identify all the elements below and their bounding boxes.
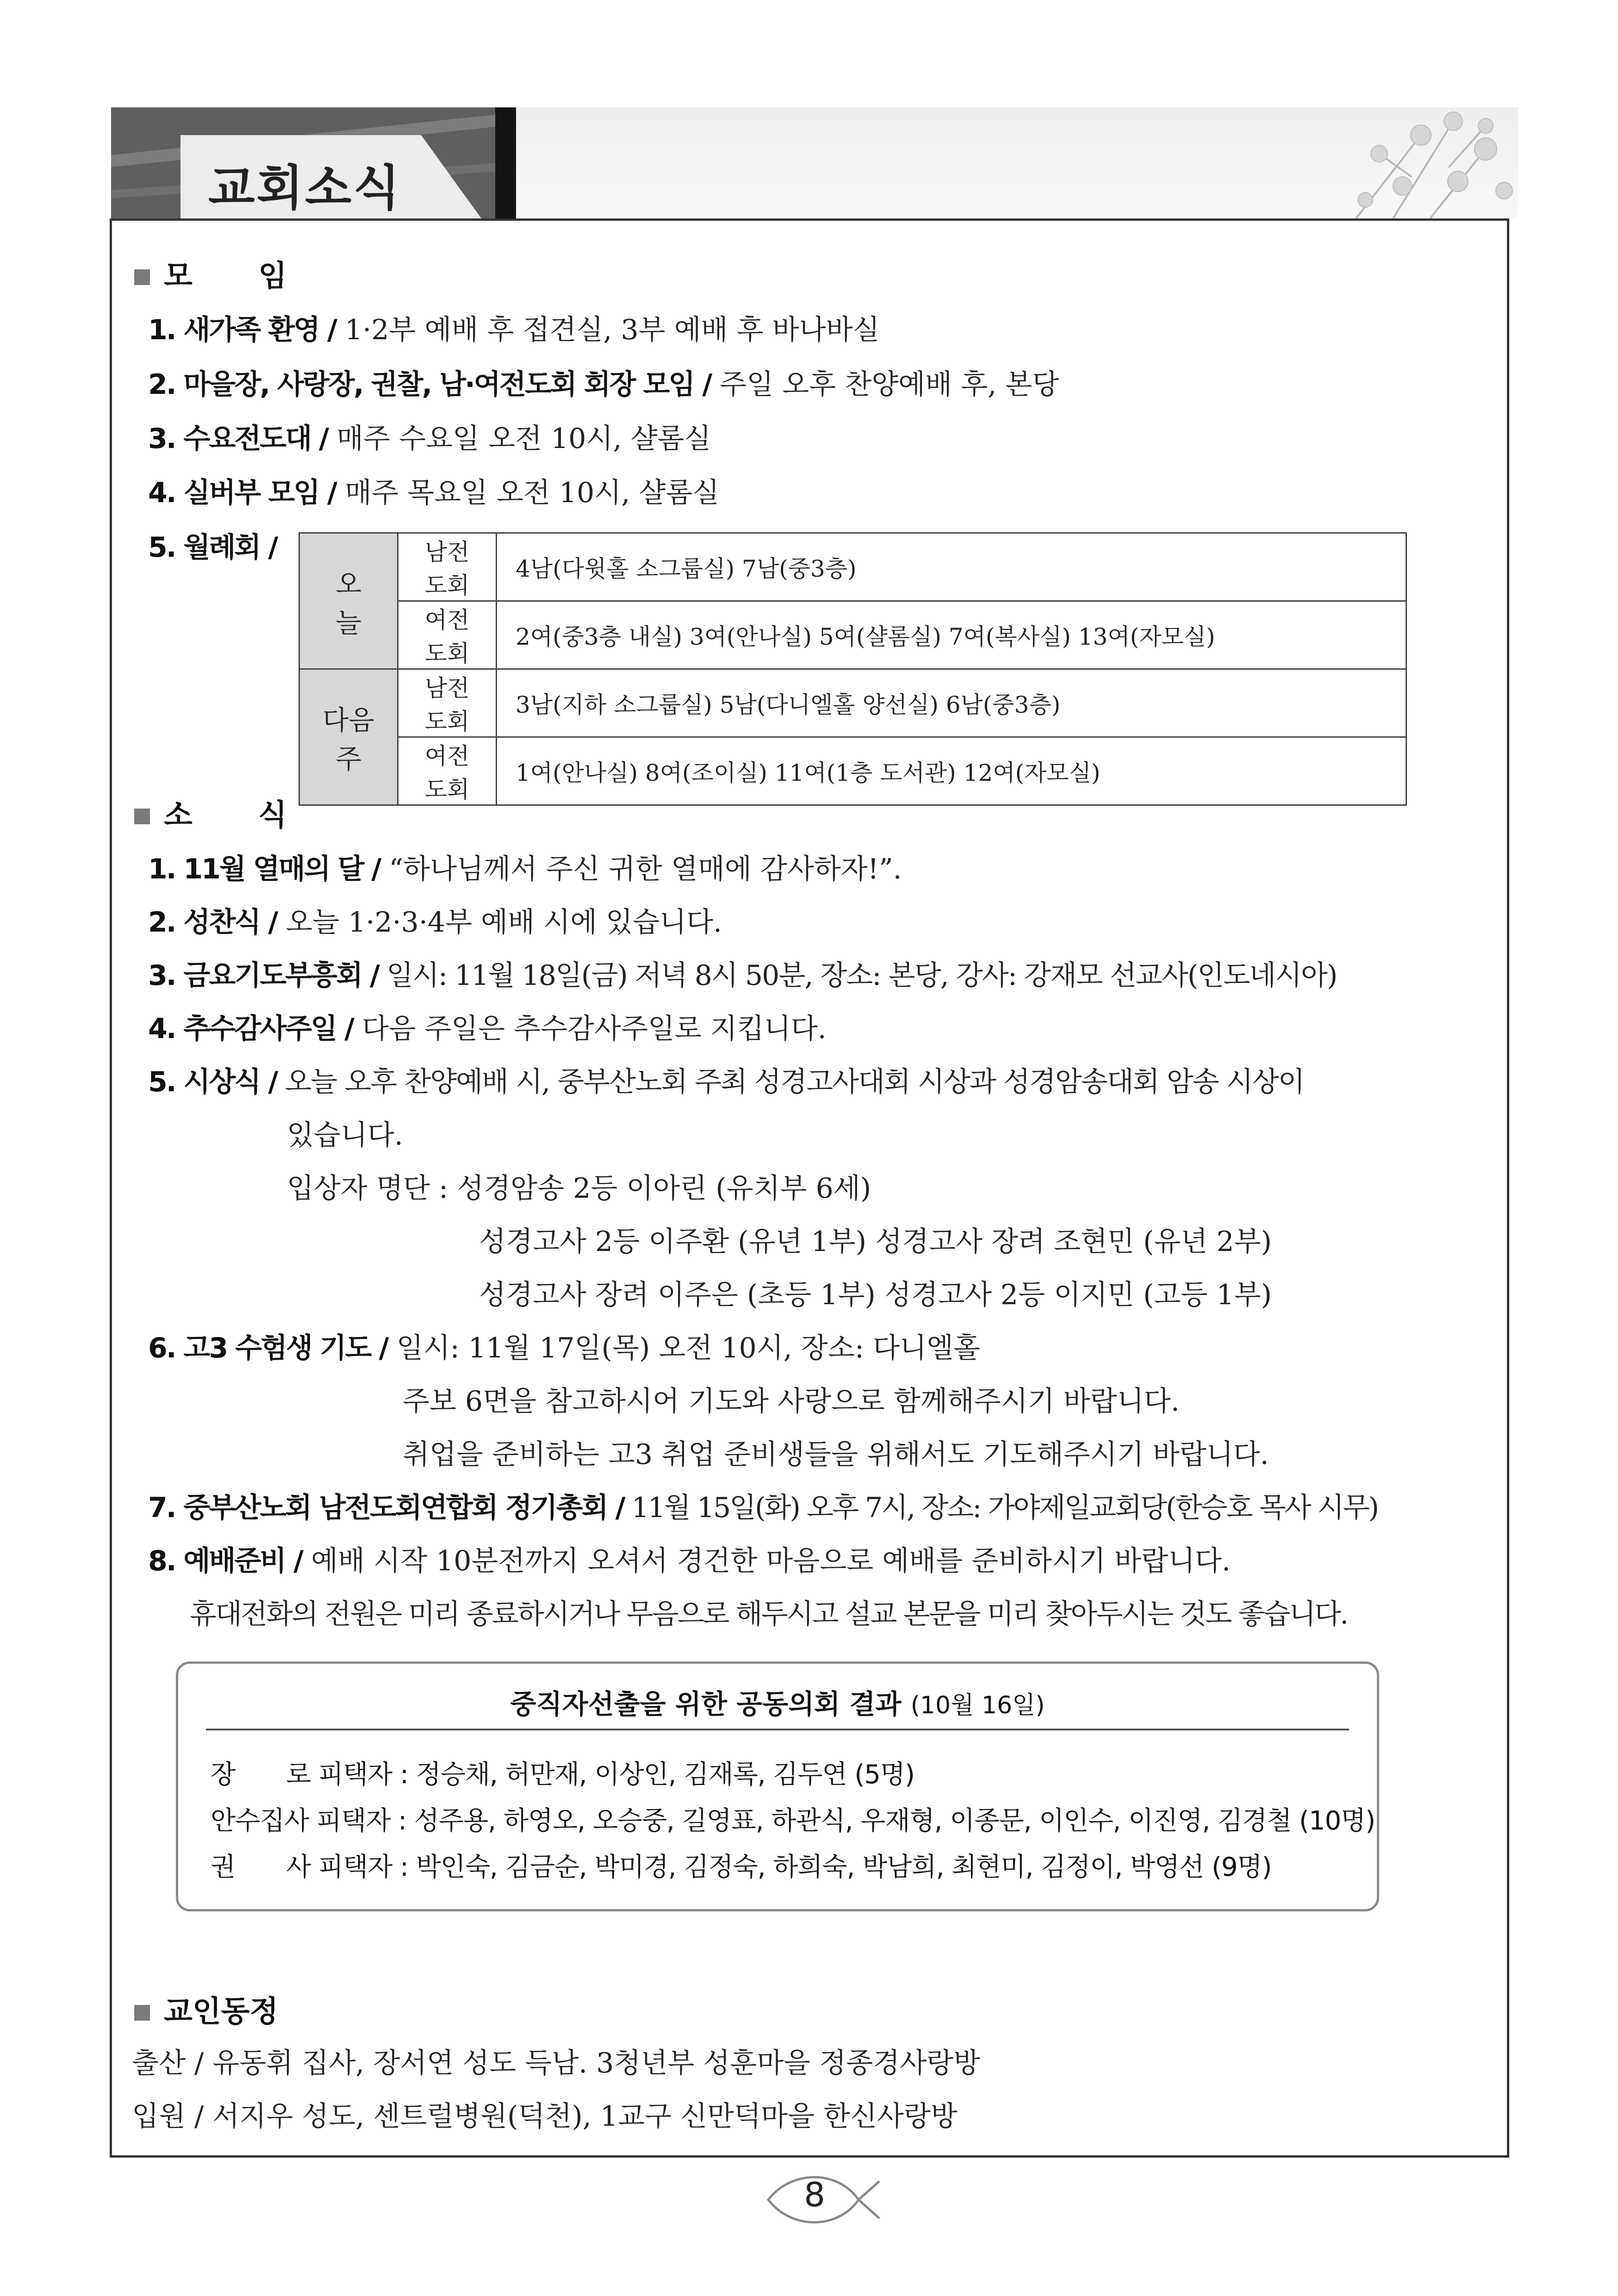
award-line-1: 입상자 명단 : 성경암송 2등 이아린 (유치부 6세) xyxy=(287,1172,871,1205)
table-cell: 1여(안나실) 8여(조이실) 11여(1층 도서관) 12여(자모실) xyxy=(497,737,1406,805)
meeting-item-label: 3. 수요전도대 / xyxy=(148,423,328,455)
bullet-square-icon xyxy=(134,2005,150,2021)
table-cell-label: 여전도회 xyxy=(398,601,497,669)
election-result-title xyxy=(178,1682,1377,1721)
bullet-square-icon xyxy=(134,269,150,285)
election-result-box xyxy=(176,1661,1379,1911)
election-title-text: 중직자선출을 위한 공동의회 결과 xyxy=(510,1688,902,1720)
meeting-item-text: 매주 목요일 오전 10시, 샬롬실 xyxy=(336,477,720,509)
news-item-text: 일시: 11월 18일(금) 저녁 8시 50분, 장소: 본당, 강사: 강재모 선교사(인도네시아) xyxy=(378,959,1337,992)
news-item-5 xyxy=(148,1060,1304,1100)
news-item-text: “하나님께서 주신 귀한 열매에 감사하자!”. xyxy=(380,853,902,885)
news-item-text: 예배 시작 10분전까지 오셔서 경건한 마음으로 예배를 준비하시기 바랍니다. xyxy=(302,1545,1231,1577)
news-item-6 xyxy=(148,1326,980,1366)
meeting-item-3 xyxy=(148,417,711,456)
table-cell: 2여(중3층 내실) 3여(안나실) 5여(샬롬실) 7여(복사실) 13여(자모실) xyxy=(497,601,1406,669)
news-item-7 xyxy=(148,1486,1378,1525)
award-continuation: 있습니다. xyxy=(287,1119,403,1151)
news-item-label: 3. 금요기도부흥회 / xyxy=(148,959,379,992)
meeting-item-5 xyxy=(148,525,277,565)
table-row xyxy=(299,737,1406,805)
meeting-item-label: 5. 월례회 / xyxy=(148,531,277,564)
meeting-item-2 xyxy=(148,362,1059,402)
monthly-meeting-table xyxy=(299,532,1407,806)
table-group-today: 오 늘 xyxy=(299,533,398,669)
news-item-1 xyxy=(148,847,902,887)
table-cell-label: 남전도회 xyxy=(398,533,497,601)
news-item-label: 4. 추수감사주일 / xyxy=(148,1013,353,1045)
meeting-item-text: 1·2부 예배 후 접견실, 3부 예배 후 바나바실 xyxy=(336,314,880,346)
news-item-text: 오늘 오후 찬양예배 시, 중부산노회 주최 성경고사대회 시상과 성경암송대회 암송 시상이 xyxy=(277,1066,1304,1098)
election-date: (10월 16일) xyxy=(910,1692,1045,1719)
meeting-item-text: 매주 수요일 오전 10시, 샬롬실 xyxy=(328,423,711,455)
header-divider xyxy=(495,107,516,218)
section-heading-meeting: 모 임 xyxy=(134,252,315,295)
meeting-item-label: 4. 실버부 모임 / xyxy=(148,477,336,509)
table-cell-label: 여전도회 xyxy=(398,737,497,805)
news-item-label: 6. 고3 수험생 기도 / xyxy=(148,1332,388,1364)
prayer-line-2: 취업을 준비하는 고3 취업 준비생들을 위해서도 기도해주시기 바랍니다. xyxy=(403,1438,1269,1471)
award-line-2: 성경고사 2등 이주환 (유년 1부) 성경고사 장려 조현민 (유년 2부) xyxy=(479,1226,1272,1258)
flower-decoration-icon xyxy=(1338,107,1518,218)
section-heading-members: 교인동정 xyxy=(134,1988,278,2030)
table-cell-label: 남전도회 xyxy=(398,669,497,737)
news-item-3 xyxy=(148,953,1337,993)
section-heading-news: 소 식 xyxy=(134,791,315,834)
news-item-text: 다음 주일은 추수감사주일로 지킵니다. xyxy=(353,1013,827,1045)
header-banner xyxy=(111,107,1518,218)
members-line-1: 출산 / 유동휘 집사, 장서연 성도 득남. 3청년부 성훈마을 정종경사랑방 xyxy=(132,2047,981,2079)
election-row-elder: 장 로 피택자 : 정승채, 허만재, 이상인, 김재록, 김두연 (5명) xyxy=(211,1760,915,1790)
table-row xyxy=(299,533,1406,601)
election-row-deaconess: 권 사 피택자 : 박인숙, 김금순, 박미경, 김정숙, 하희숙, 박남희, 최현미, 김정이, 박영선 (9명) xyxy=(211,1852,1272,1882)
news-item-2 xyxy=(148,900,722,940)
table-cell: 3남(지하 소그룹실) 5남(다니엘홀 양선실) 6남(중3층) xyxy=(497,669,1406,737)
table-group-next: 다음주 xyxy=(299,669,398,805)
bullet-square-icon xyxy=(134,809,150,824)
election-row-deacon: 안수집사 피택자 : 성주용, 하영오, 오승중, 길영표, 하관식, 우재형, 이종문, 이인수, 이진영, 김경철 (10명) xyxy=(211,1806,1375,1836)
news-item-text: 오늘 1·2·3·4부 예배 시에 있습니다. xyxy=(277,906,722,939)
meeting-item-label: 1. 새가족 환영 / xyxy=(148,314,336,346)
members-line-2: 입원 / 서지우 성도, 센트럴병원(덕천), 1교구 신만덕마을 한신사랑방 xyxy=(132,2100,958,2133)
table-row xyxy=(299,669,1406,737)
prayer-line-1: 주보 6면을 참고하시어 기도와 사랑으로 함께해주시기 바랍니다. xyxy=(403,1385,1180,1418)
news-item-label: 1. 11월 열매의 달 / xyxy=(148,853,380,885)
worship-continuation: 휴대전화의 전원은 미리 종료하시거나 무음으로 해두시고 설교 본문을 미리 찾아두시는 것도 좋습니다. xyxy=(190,1598,1348,1630)
news-item-label: 7. 중부산노회 남전도회연합회 정기총회 / xyxy=(148,1492,624,1524)
meeting-item-4 xyxy=(148,471,719,510)
award-line-3: 성경고사 장려 이주은 (초등 1부) 성경고사 2등 이지민 (고등 1부) xyxy=(479,1279,1272,1311)
meeting-item-text: 주일 오후 찬양예배 후, 본당 xyxy=(711,368,1059,401)
news-item-text: 11월 15일(화) 오후 7시, 장소: 가야제일교회당(한승호 목사 시무) xyxy=(624,1492,1378,1524)
news-item-4 xyxy=(148,1007,827,1046)
page-title: 교회소식 xyxy=(208,160,402,216)
news-item-label: 8. 예배준비 / xyxy=(148,1545,303,1577)
page-number: 8 xyxy=(804,2175,825,2214)
table-cell: 4남(다윗홀 소그룹실) 7남(중3층) xyxy=(497,533,1406,601)
meeting-item-1 xyxy=(148,308,880,348)
table-row xyxy=(299,601,1406,669)
news-item-8 xyxy=(148,1539,1231,1579)
news-item-label: 5. 시상식 / xyxy=(148,1066,277,1098)
news-item-label: 2. 성찬식 / xyxy=(148,906,277,939)
divider xyxy=(206,1729,1349,1730)
news-item-text: 일시: 11월 17일(목) 오전 10시, 장소: 다니엘홀 xyxy=(387,1332,980,1364)
meeting-item-label: 2. 마을장, 사랑장, 권찰, 남·여전도회 회장 모임 / xyxy=(148,368,711,401)
